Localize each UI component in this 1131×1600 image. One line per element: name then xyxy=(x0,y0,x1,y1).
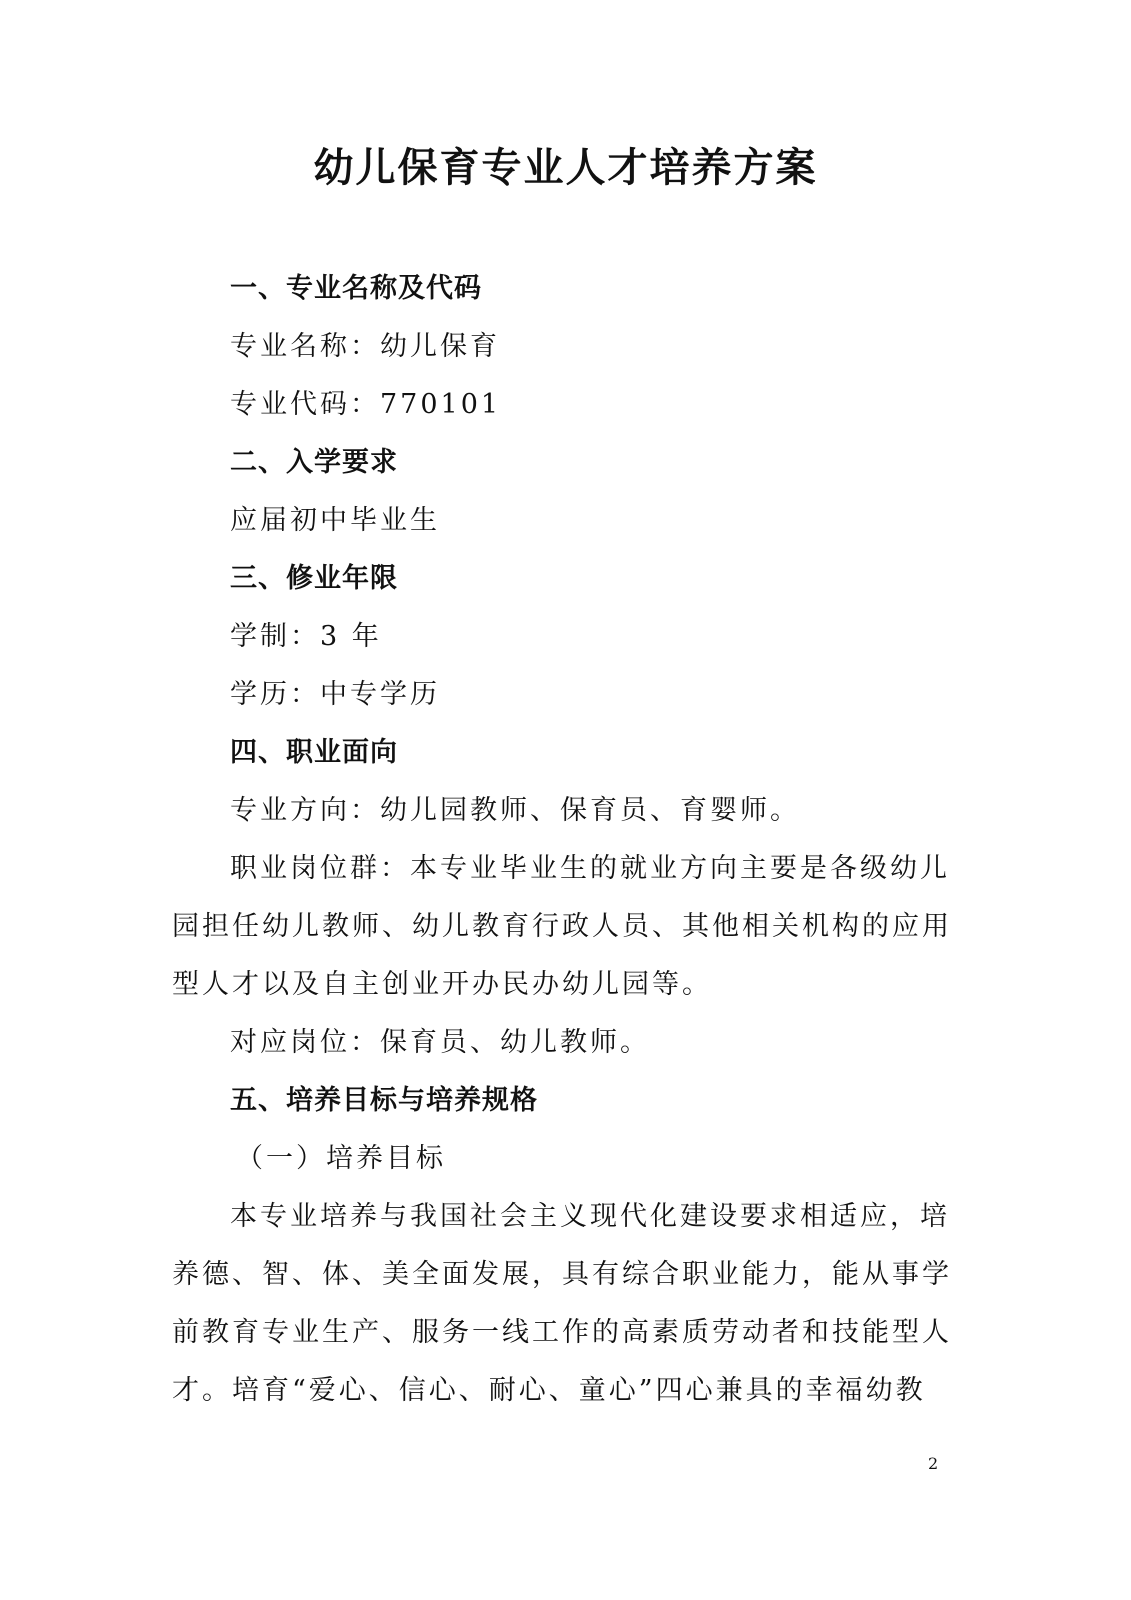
career-group-line-3: 型人才以及自主创业开办民办幼儿园等。 xyxy=(172,969,712,1000)
section-heading-4: 四、职业面向 xyxy=(230,737,398,768)
goal-paragraph-line-2: 养德、智、体、美全面发展，具有综合职业能力，能从事学 xyxy=(172,1259,952,1290)
career-group-line-2: 园担任幼儿教师、幼儿教育行政人员、其他相关机构的应用 xyxy=(172,911,952,942)
career-group-line-1: 职业岗位群：本专业毕业生的就业方向主要是各级幼儿 xyxy=(230,853,950,884)
document-title: 幼儿保育专业人才培养方案 xyxy=(313,145,818,191)
goal-paragraph-line-3: 前教育专业生产、服务一线工作的高素质劳动者和技能型人 xyxy=(172,1317,952,1348)
degree-line: 学历：中专学历 xyxy=(230,679,440,710)
goal-paragraph-line-4: 才。培育“爱心、信心、耐心、童心”四心兼具的幸福幼教 xyxy=(172,1375,926,1406)
page-number: 2 xyxy=(928,1454,939,1473)
major-name-line: 专业名称：幼儿保育 xyxy=(230,331,500,362)
duration-line: 学制：3 年 xyxy=(230,621,382,652)
section-heading-1: 一、专业名称及代码 xyxy=(230,273,482,304)
admission-line: 应届初中毕业生 xyxy=(230,505,440,536)
positions-line: 对应岗位：保育员、幼儿教师。 xyxy=(230,1027,650,1058)
section-heading-5: 五、培养目标与培养规格 xyxy=(230,1085,538,1116)
direction-line: 专业方向：幼儿园教师、保育员、育婴师。 xyxy=(230,795,800,826)
goal-paragraph-line-1: 本专业培养与我国社会主义现代化建设要求相适应，培 xyxy=(230,1201,950,1232)
subsection-heading-1: （一）培养目标 xyxy=(236,1143,446,1174)
major-code-line: 专业代码：770101 xyxy=(230,389,502,420)
section-heading-3: 三、修业年限 xyxy=(230,563,398,594)
document-body xyxy=(172,260,964,1420)
section-heading-2: 二、入学要求 xyxy=(230,447,398,478)
